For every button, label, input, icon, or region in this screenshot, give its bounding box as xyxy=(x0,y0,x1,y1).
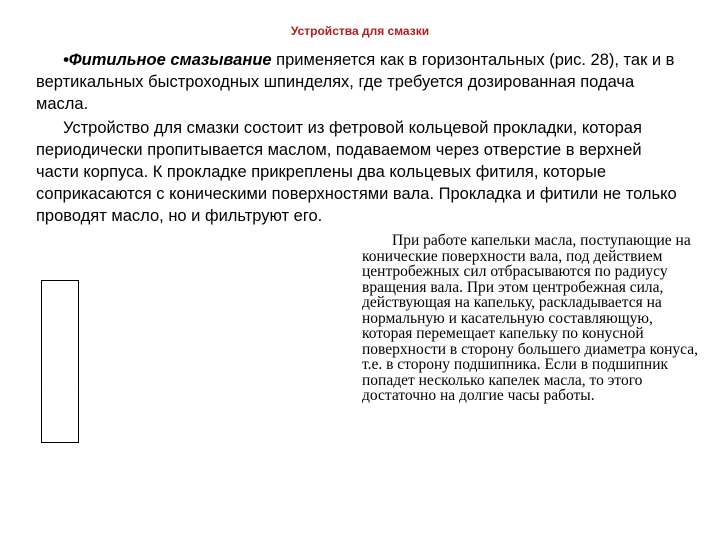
right-text-body: При работе капельки масла, поступающие на конические поверхности вала, под действием центробежных сил отбрасываются по радиусу вращения вала. При этом центробежная сила, действующая на капельку, раскладывается на нормальную и касательную составляющую, которая перемещает капельку по конусной поверхности в сторону большего диаметра конуса, т.е. в сторону подшипника. Если в подшипник попадет несколько капелек масла, то этого достаточно на долгие часы работы. xyxy=(362,232,698,404)
paragraph2-text: Устройство для смазки состоит из фетровой кольцевой прокладки, которая периодически пропитывается маслом, подаваемом через отверстие в верхней части корпуса. К прокладке прикреплены два кольцевых фитиля, которые соприкасаются с коническими поверхностями вала. Прокладка и фитили не только проводят масло, но и фильтруют его. xyxy=(36,119,677,225)
droplet-explanation-text xyxy=(362,233,707,404)
paragraph1-text: применяется как в горизонтальных (рис. 28), так и в вертикальных быстроходных шпинделях, где требуется дозированная подача масла. xyxy=(36,51,675,113)
bullet-term: •Фитильное смазывание xyxy=(63,51,272,69)
diagram-rectangle xyxy=(41,280,79,443)
paragraph-wick-lubrication xyxy=(36,49,686,115)
slide-title: Устройства для смазки xyxy=(290,24,430,38)
paragraph-device-description xyxy=(36,117,686,227)
